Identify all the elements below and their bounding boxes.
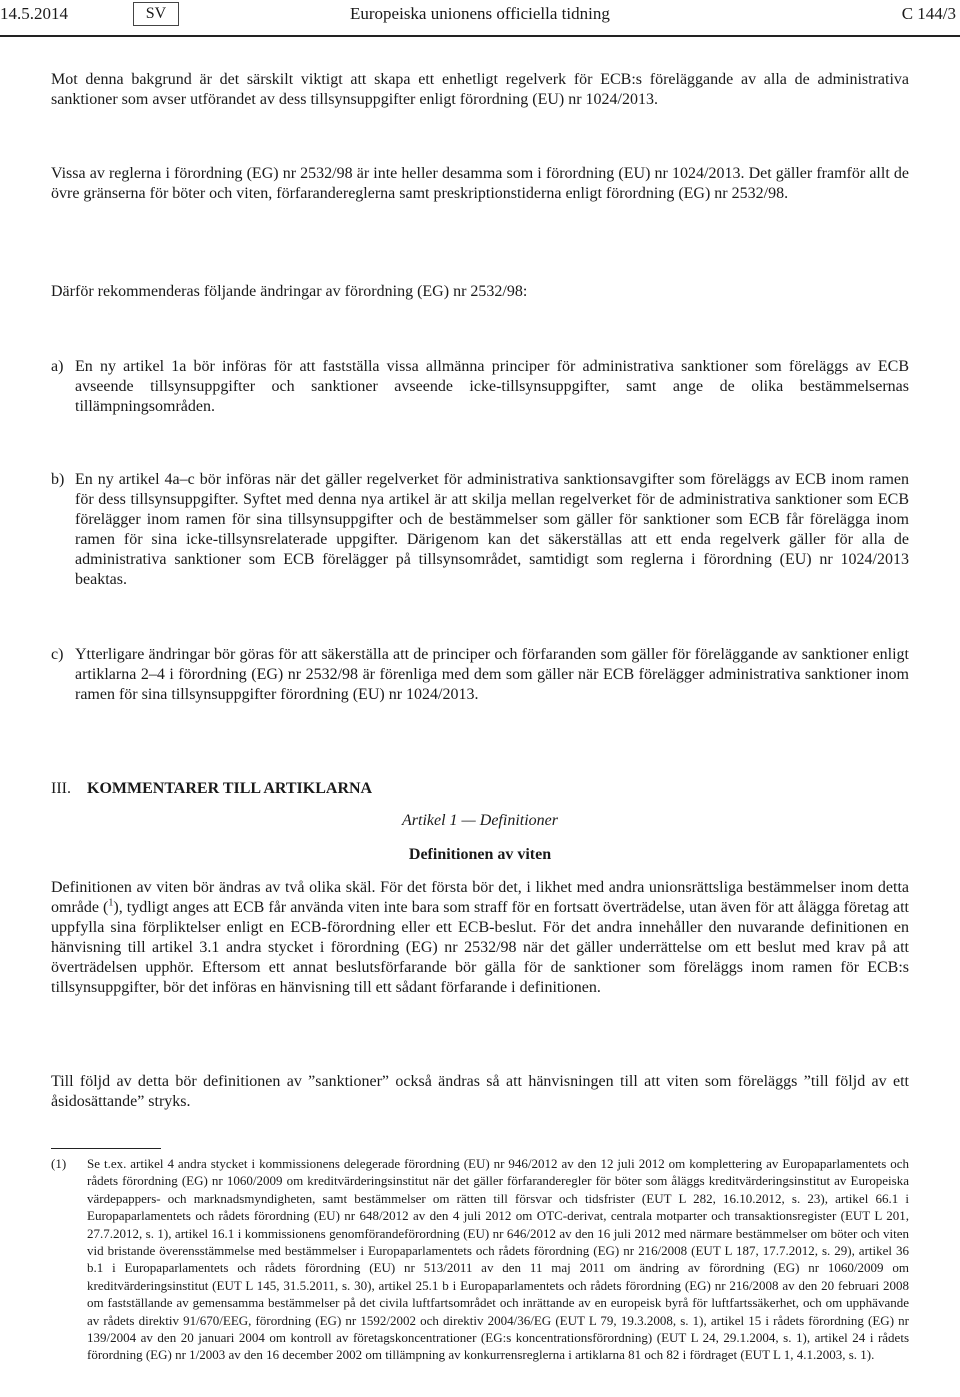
- list-item-text: En ny artikel 1a bör införas för att fastställa vissa allmänna principer för administrativa sanktioner som föreläggs av ECB avseende tillsynsuppgifter och sanktioner avseende icke-tillsynsuppgifter, samt ange de olika bestämmelsernas tillämpningsområden.: [75, 358, 909, 415]
- paragraph: Därför rekommenderas följande ändringar av förordning (EG) nr 2532/98:: [51, 283, 528, 300]
- paragraph: [51, 878, 909, 998]
- journal-title: Europeiska unionens officiella tidning: [350, 4, 610, 23]
- list-item-label: c): [51, 646, 64, 663]
- article-title: Artikel 1 — Definitioner: [402, 812, 558, 829]
- paragraph-recommendation: [51, 282, 909, 302]
- list-item-text: En ny artikel 4a–c bör införas när det gäller regelverket för administrativa sanktionsavgifter som föreläggs av ECB inom ramen för dess tillsynsuppgifter. Syftet med denna nya artikel är att skilja mellan regelverket för de administrativa sanktioner som ECB förelägger inom ramen för sina tillsynsuppgifter och de bestämmelser som gäller för sanktioner som ECB får förelägga inom ramen för sina icke-tillsynsrelaterade uppgifter. Därigenom kan det säkerställas att ett enda regelverk gäller för alla de administrativa sanktioner som ECB förelägger på tillsynsområdet, samtidigt som reglerna i förordning (EU) nr 1024/2013 beaktas.: [75, 471, 909, 588]
- paragraph-background: [51, 70, 909, 110]
- list-item-c: [51, 645, 909, 705]
- paragraph: Till följd av detta bör definitionen av ”sanktioner” också ändras så att hänvisningen till att viten som föreläggs ”till följd av ett åsidosättande” stryks.: [51, 1073, 909, 1110]
- page-header: [0, 0, 960, 40]
- subheading: [51, 845, 909, 865]
- list-item-b: [51, 470, 909, 590]
- publication-date: 14.5.2014: [0, 4, 68, 23]
- paragraph-differences: [51, 164, 909, 204]
- paragraph: Mot denna bakgrund är det särskilt viktigt att skapa ett enhetligt regelverk för ECB:s föreläggande av alla de administrativa sanktioner som avser utförandet av dess tillsynsuppgifter enligt förordning (EU) nr 1024/2013.: [51, 71, 909, 108]
- section-title: KOMMENTARER TILL ARTIKLARNA: [87, 780, 373, 797]
- footnote-rule: [51, 1148, 161, 1149]
- list-item-text: Ytterligare ändringar bör göras för att säkerställa att de principer och förfaranden som gäller för föreläggande av sanktioner enligt artiklarna 2–4 i förordning (EG) nr 2532/98 är förenliga med dem som gäller när ECB förelägger administrativa sanktioner inom ramen för sina tillsynsuppgifter förordning (EU) nr 1024/2013.: [75, 646, 909, 703]
- list-item-label: a): [51, 358, 64, 375]
- section-number: III.: [51, 780, 71, 797]
- footnote-reference[interactable]: 1: [108, 897, 114, 909]
- list-item-a: [51, 357, 909, 417]
- footnote: [51, 1155, 909, 1364]
- paragraph-consequence: [51, 1072, 909, 1112]
- footnote-mark: (1): [51, 1156, 67, 1171]
- paragraph: Vissa av reglerna i förordning (EG) nr 2532/98 är inte heller desamma som i förordning (EU) nr 1024/2013. Det gäller framför allt de övre gränserna för böter och viten, förfarandereglerna samt preskriptionstiderna enligt förordning (EG) nr 2532/98.: [51, 165, 909, 202]
- section-heading: [51, 779, 909, 799]
- subheading-text: Definitionen av viten: [408, 846, 552, 863]
- language-code-box: SV: [133, 2, 179, 26]
- journal-reference: C 144/3: [901, 4, 956, 23]
- article-heading: [51, 811, 909, 831]
- paragraph-text: Definitionen av viten bör ändras av två olika skäl. För det första bör det, i likhet med andra unionsrättsliga bestämmelser inom detta område (: [51, 879, 909, 916]
- paragraph-definition: [51, 878, 909, 998]
- header-rule: [0, 35, 960, 37]
- paragraph-text: ), tydligt anges att ECB får använda viten inte bara som straff för en fortsatt överträdelse, utan även för att ålägga företag att uppfylla sina förpliktelser enligt en ECB-förordning eller ett ECB-beslut. För det andra innehåller den nuvarande definitionen en hänvisning till artikel 3.1 andra stycket i förordning (EG) nr 2532/98 när det gäller underrättelse om ett beslut med krav på att överträdelsen upphör. Eftersom ett annat beslutsförfarande bör gälla för de sanktioner som föreläggs inom ramen för ECB:s tillsynsuppgifter, bör det införas en hänvisning till ett sådant förfarande i definitionen.: [51, 899, 909, 996]
- footnote-text: Se t.ex. artikel 4 andra stycket i kommissionens delegerade förordning (EU) nr 946/2012 av den 12 juli 2012 om komplettering av Europaparlamentets och rådets förordning (EG) nr 1060/2009 om kreditvärderingsinstitut när det gäller förfaranderegler för böter som åläggs kreditvärderingsinstitut av Europeiska värdepappers- och marknadsmyndigheten, samt bestämmelser om rätten till försvar och tidsfrister (EUT L 282, 16.10.2012, s. 23), artikel 66.1 i Europaparlamentets och rådets förordning (EU) nr 648/2012 av den 4 juli 2012 om OTC-derivat, centrala motparter och transaktionsregister (EUT L 201, 27.7.2012, s. 1), artikel 16.1 i kommissionens genomförandeförordning (EU) nr 646/2012 av den 16 juli 2012 med närmare bestämmelser om böter och viten vid bristande överensstämmelse med bestämmelser i Europaparlamentets och rådets förordning (EG) nr 216/2008 (EUT L 187, 17.7.2012, s. 29), artikel 36 b.1 i Europaparlamentets och rådets förordning (EU) nr 513/2011 av den 11 maj 2011 om ändring av förordning (EG) nr 1060/2009 om kreditvärderingsinstitut (EUT L 145, 31.5.2011, s. 30), artikel 25.1 b i Europaparlamentets och rådets förordning (EG) nr 216/2008 av den 20 februari 2008 om fastställande av gemensamma bestämmelser på det civila luftfartsområdet och inrättande av en europeisk byrå för luftfartssäkerhet, och om upphävande av rådets direktiv 91/670/EEG, förordning (EG) nr 1592/2002 och direktiv 2004/36/EG (EUT L 79, 19.3.2008, s. 1), artikel 15 i rådets förordning (EG) nr 139/2004 av den 20 januari 2004 om kontroll av företagskoncentrationer (EG:s koncentrationsförordning) (EUT L 24, 29.1.2004, s. 1), artikel 24 i rådets förordning (EG) nr 1/2003 av den 16 december 2002 om tillämpning av konkurrensreglerna i artiklarna 81 och 82 i fördraget (EUT L 1, 4.1.2003, s. 1).: [87, 1156, 909, 1363]
- list-item-label: b): [51, 471, 65, 488]
